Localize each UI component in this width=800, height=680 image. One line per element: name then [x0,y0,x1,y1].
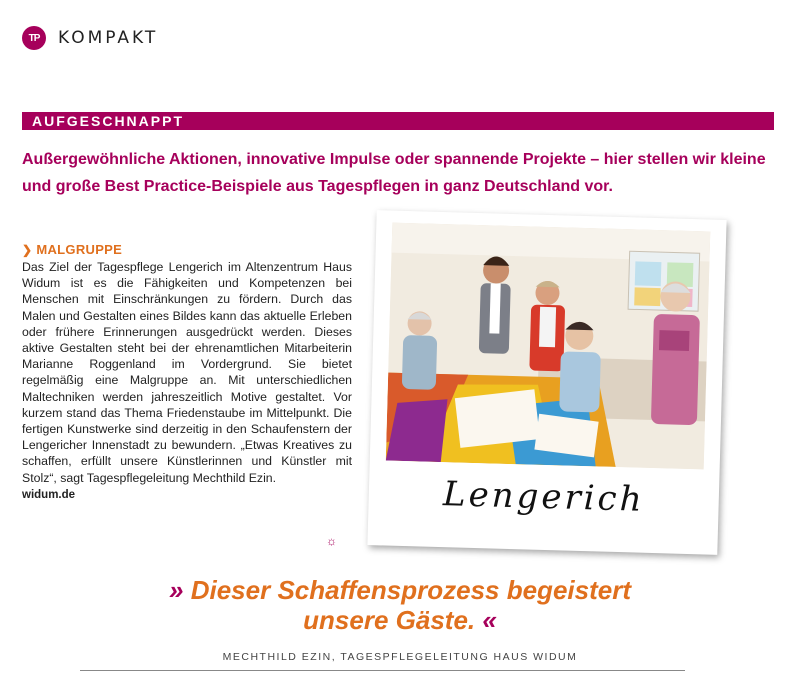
quote-close-mark: « [482,605,497,635]
page-header-title: KOMPAKT [58,28,159,48]
pull-quote [100,575,700,635]
quote-line-2: unsere Gäste. [303,605,476,635]
article-column [22,242,352,548]
publication-logo: TP [22,26,46,50]
topic-heading [22,242,352,257]
section-label: AUFGESCHNAPPT [32,113,185,129]
chevron-right-icon: ❯ [22,242,33,257]
source-link[interactable]: widum.de [22,488,76,501]
sun-icon: ☼ [326,534,337,548]
quote-attribution: MECHTHILD EZIN, TAGESPFLEGELEITUNG HAUS WIDUM [222,651,578,663]
intro-lead: Außergewöhnliche Aktionen, innovative Impulse oder spannende Projekte – hier stellen wir kleine und große Best Practice-Beispiele aus Tagespflegen in ganz Deutschland vor. [22,151,766,195]
group-photo [386,223,711,470]
topic-label: MALGRUPPE [36,242,123,257]
bottom-rule [80,670,685,671]
quote-open-mark: » [169,575,184,605]
article-body: Das Ziel der Tagespflege Lengerich im Altenzentrum Haus Widum ist es die Fähigkeiten und Kompetenzen bei Menschen mit Einschränkungen zu fördern. Durch das Malen und Gestalten eines Bildes kann das aktuelle Erleben oder frühere Erinnerungen ausgedrückt werden. Dieses aktive Gestalten steht bei der ehrenamtlichen Mitarbeiterin Marianne Roggenland im Vordergrund. Sie bietet regelmäßig eine Malgruppe an. Mit unterschiedlichen Maltechniken werden jahreszeitlich Motive gestaltet. Vor kurzem stand das Thema Friedenstaube im Mittelpunkt. Die fertigen Kunstwerke sind derzeitig in den Schaufenstern der Lengericher Innenstadt zu bewundern. „Etwas Kreatives zu schaffen, erfüllt unsere Künstlerinnen und Künstler mit Stolz“, sagt Tagespflegeleitung Mechthild Ezin. [22,260,352,485]
photo-card [367,210,726,555]
section-bar [22,112,774,130]
quote-line-1: Dieser Schaffensprozess begeistert [190,575,631,605]
photo-caption: Lengerich [442,474,646,520]
